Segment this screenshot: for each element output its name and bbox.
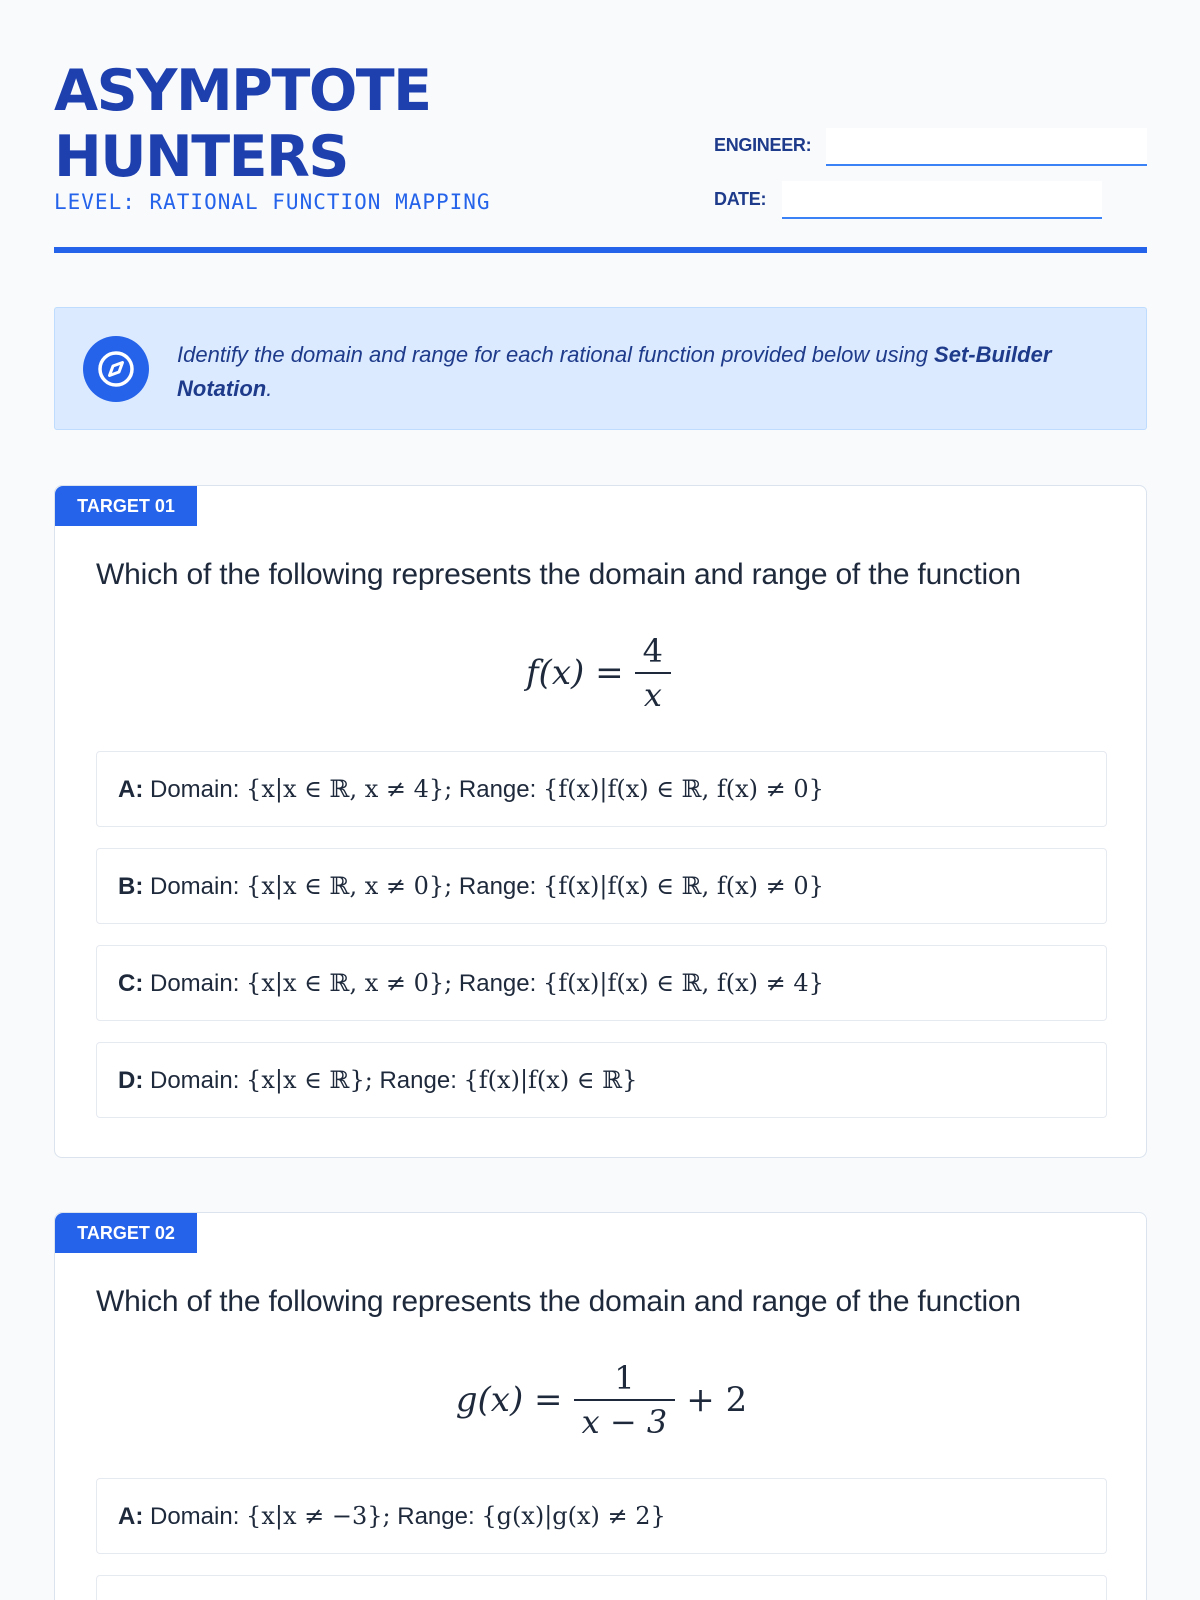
formula-tail: + 2 xyxy=(686,1380,748,1420)
domain-label: Domain: xyxy=(150,1067,240,1094)
option-letter: C: xyxy=(118,970,144,997)
question-card-2 xyxy=(54,1212,1147,1600)
range-set: {g(x)|g(x) ≠ 2} xyxy=(481,1502,666,1530)
engineer-label: ENGINEER: xyxy=(714,135,812,155)
date-field[interactable] xyxy=(782,181,1102,219)
question-card-1 xyxy=(54,485,1147,1158)
domain-set: {x|x ∈ ℝ, x ≠ 0}; xyxy=(246,872,453,900)
range-label: Range: xyxy=(379,1067,457,1094)
domain-set: {x|x ∈ ℝ, x ≠ 4}; xyxy=(246,775,453,803)
range-label: Range: xyxy=(458,873,537,900)
level-subtitle: LEVEL: RATIONAL FUNCTION MAPPING xyxy=(54,190,491,214)
domain-label: Domain: xyxy=(150,873,240,900)
range-label: Range: xyxy=(458,776,537,803)
formula-fraction xyxy=(635,630,671,716)
option-letter: D: xyxy=(118,1067,144,1094)
range-label: Range: xyxy=(458,970,537,997)
range-set: {f(x)|f(x) ∈ ℝ} xyxy=(463,1066,638,1094)
page-title xyxy=(54,58,431,190)
engineer-field[interactable] xyxy=(826,128,1147,166)
header xyxy=(54,0,1147,255)
option-letter: A: xyxy=(118,776,144,803)
domain-set: {x|x ∈ ℝ, x ≠ 0}; xyxy=(246,969,453,997)
answer-option-a[interactable] xyxy=(96,1478,1107,1554)
option-letter: A: xyxy=(118,1503,144,1530)
instruction-text-end: . xyxy=(266,376,273,401)
instruction-box xyxy=(54,307,1147,430)
domain-label: Domain: xyxy=(150,970,240,997)
question-tag: TARGET 02 xyxy=(55,1213,197,1253)
instruction-text xyxy=(177,338,1107,406)
formula-numerator: 1 xyxy=(614,1359,635,1397)
formula-lhs: g(x) = xyxy=(455,1380,563,1420)
header-divider xyxy=(54,247,1147,253)
question-tag: TARGET 01 xyxy=(55,486,197,526)
formula-lhs: f(x) = xyxy=(525,653,624,693)
function-formula xyxy=(55,1357,1148,1443)
title-line-1: ASYMPTOTE xyxy=(54,58,431,124)
domain-label: Domain: xyxy=(150,776,240,803)
title-line-2: HUNTERS xyxy=(54,124,348,190)
question-prompt: Which of the following represents the domain and range of the function xyxy=(96,1285,1021,1318)
range-set: {f(x)|f(x) ∈ ℝ, f(x) ≠ 4} xyxy=(542,969,824,997)
range-label: Range: xyxy=(397,1503,475,1530)
formula-numerator: 4 xyxy=(642,632,664,670)
domain-set: {x|x ≠ −3}; xyxy=(246,1502,391,1530)
answer-option-b[interactable] xyxy=(96,1575,1107,1600)
question-prompt: Which of the following represents the domain and range of the function xyxy=(96,558,1021,591)
range-set: {f(x)|f(x) ∈ ℝ, f(x) ≠ 0} xyxy=(542,872,824,900)
worksheet-page xyxy=(54,0,1147,1530)
answer-option-b[interactable] xyxy=(96,848,1107,924)
answer-option-a[interactable] xyxy=(96,751,1107,827)
formula-fraction xyxy=(574,1357,676,1443)
date-label: DATE: xyxy=(714,189,767,209)
answer-option-c[interactable] xyxy=(96,945,1107,1021)
formula-denominator: x xyxy=(635,672,671,716)
instruction-text-main: Identify the domain and range for each rational function provided below using xyxy=(177,342,935,367)
compass-icon xyxy=(83,336,149,402)
formula-denominator: x − 3 xyxy=(574,1399,676,1443)
option-letter: B: xyxy=(118,873,144,900)
function-formula xyxy=(55,630,1148,716)
domain-set: {x|x ∈ ℝ}; xyxy=(246,1066,373,1094)
instruction-text-bold: Set-Builder Notation xyxy=(177,342,1052,401)
range-set: {f(x)|f(x) ∈ ℝ, f(x) ≠ 0} xyxy=(542,775,824,803)
domain-label: Domain: xyxy=(150,1503,240,1530)
answer-option-d[interactable] xyxy=(96,1042,1107,1118)
